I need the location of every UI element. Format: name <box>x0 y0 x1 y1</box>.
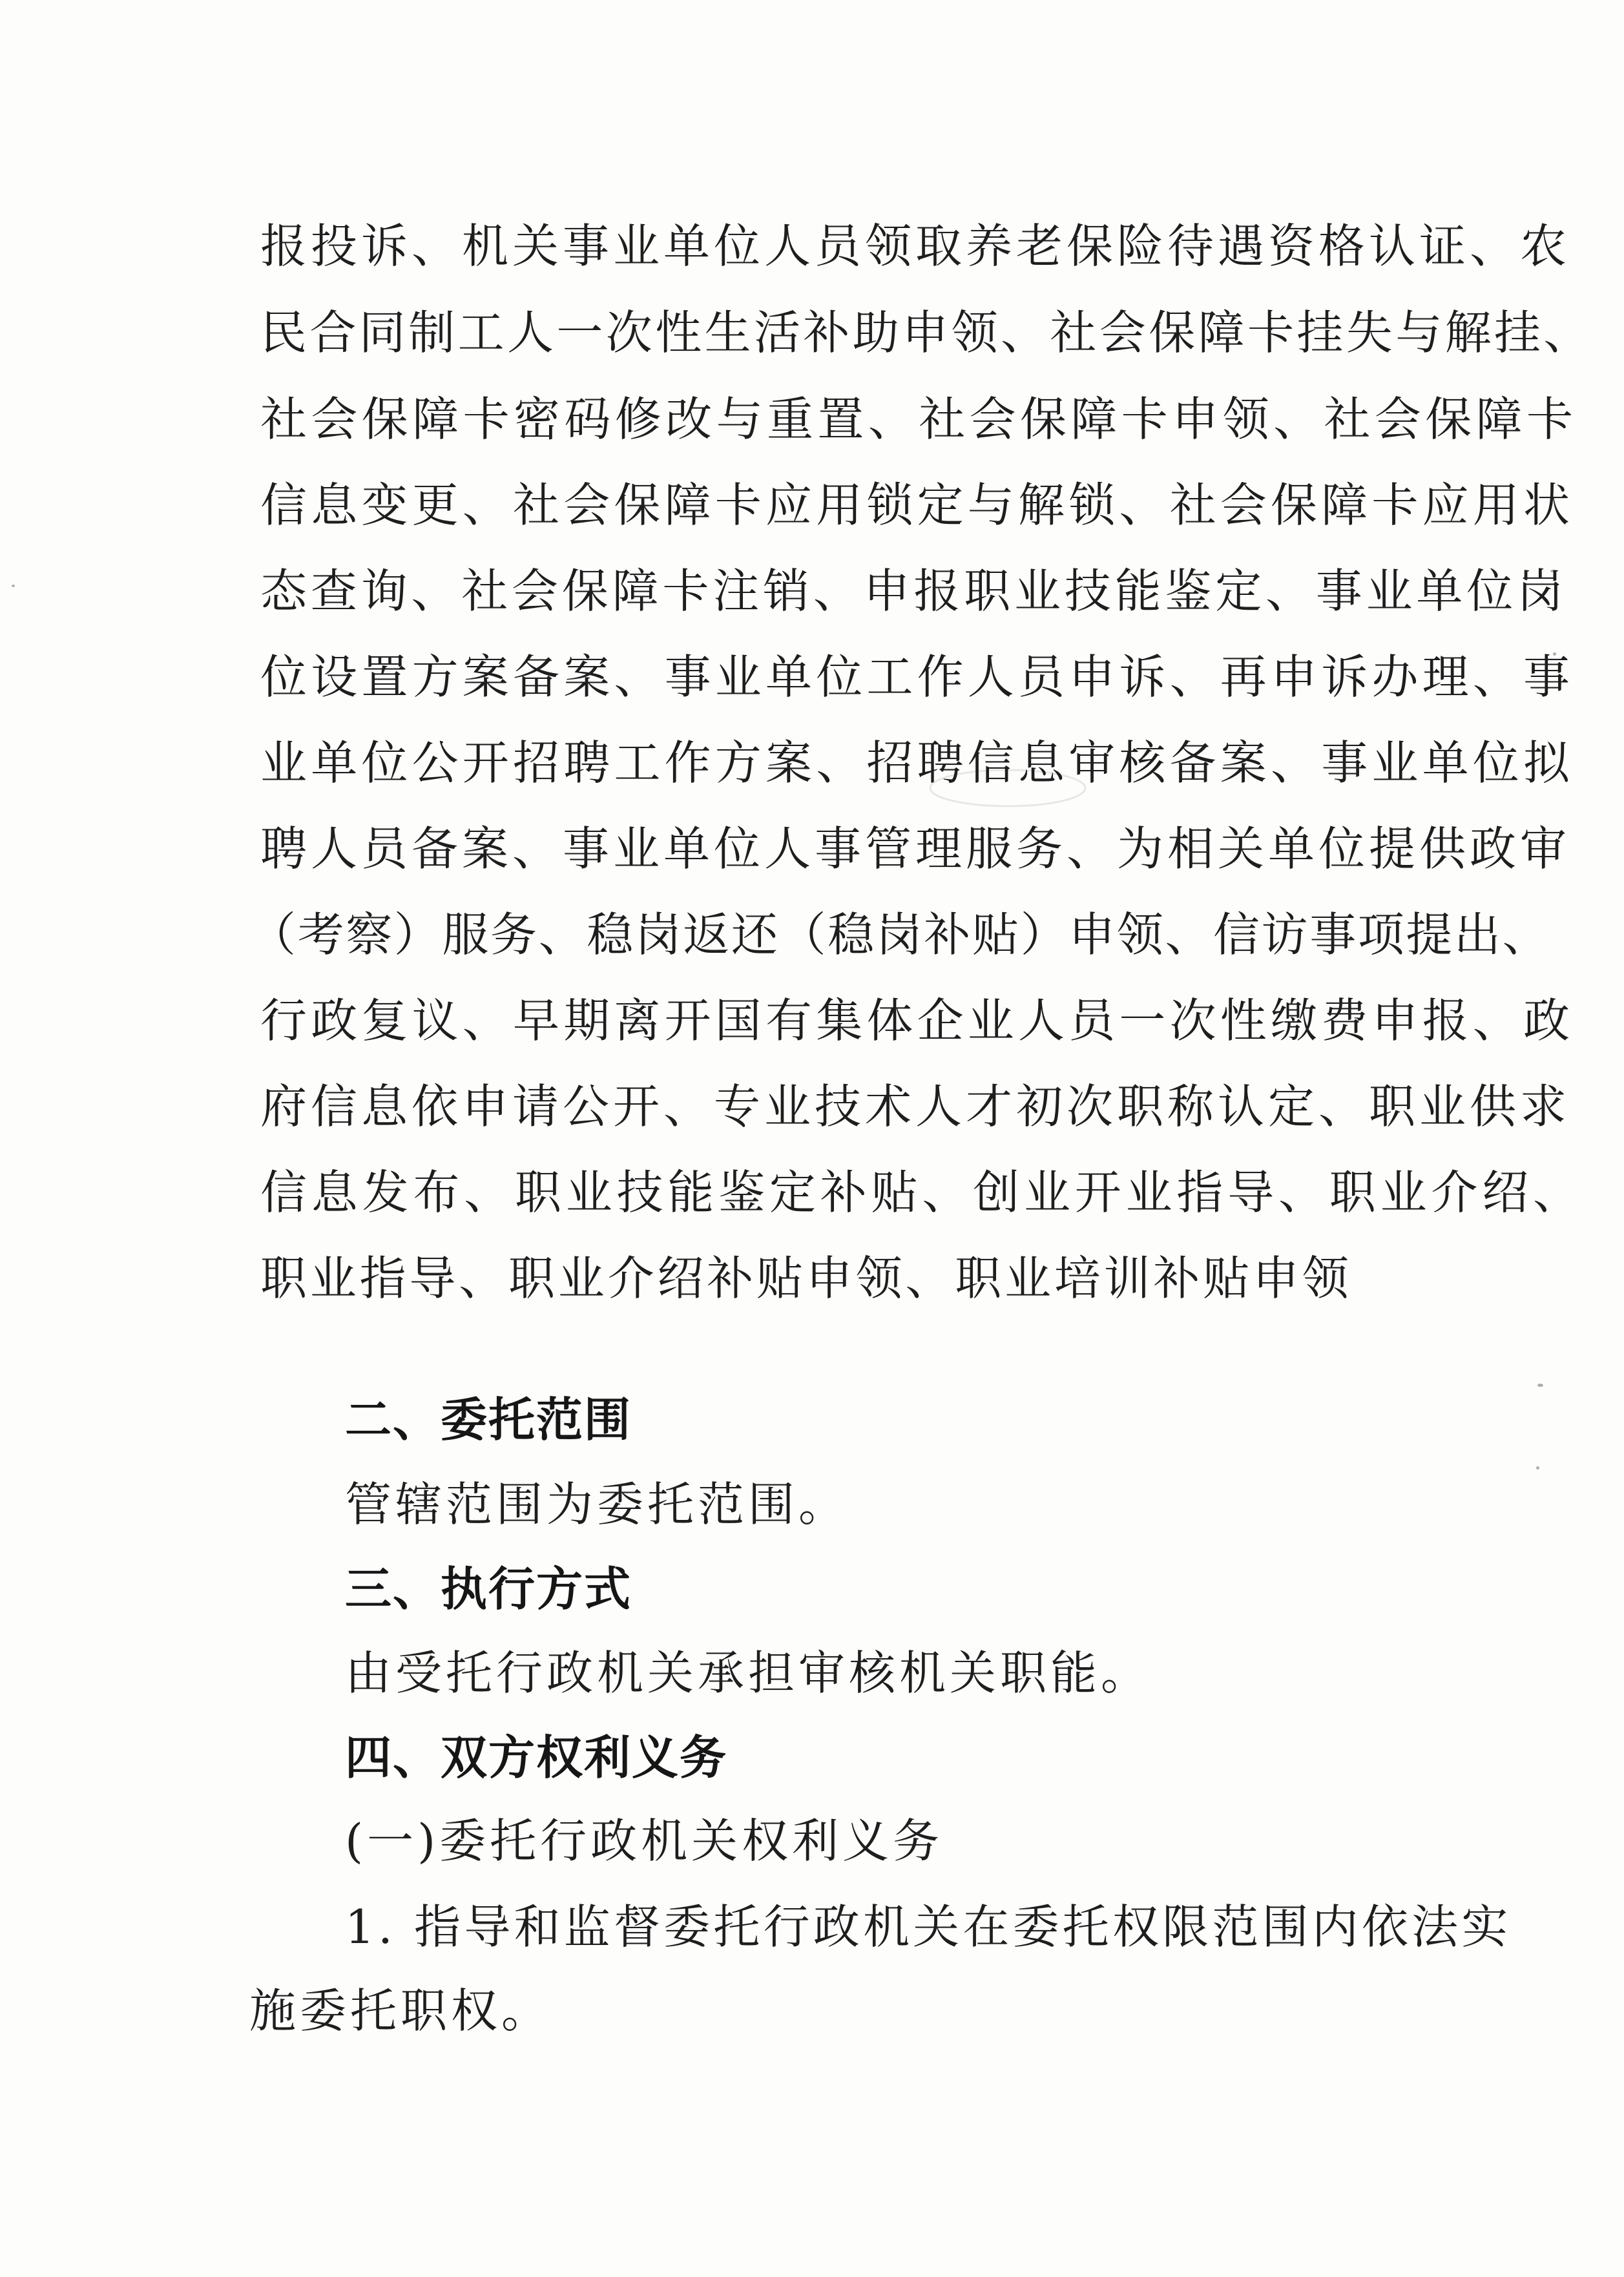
body-line: 民合同制工人一次性生活补助申领、社会保障卡挂失与解挂、 <box>260 306 1593 360</box>
subsection-heading: (一)委托行政机关权利义务 <box>345 1814 944 1868</box>
body-line: 信息变更、社会保障卡应用锁定与解锁、社会保障卡应用状 <box>260 478 1574 532</box>
body-line: （考察）服务、稳岗返还（稳岗补贴）申领、信访事项提出、 <box>249 908 1551 962</box>
body-line: 业单位公开招聘工作方案、招聘信息审核备案、事业单位拟 <box>260 736 1574 790</box>
body-line: 位设置方案备案、事业单位工作人员申诉、再申诉办理、事 <box>260 650 1574 704</box>
body-line: 态查询、社会保障卡注销、申报职业技能鉴定、事业单位岗 <box>260 564 1567 618</box>
section-text: 由受托行政机关承担审核机关职能。 <box>345 1646 1152 1700</box>
body-line: 社会保障卡密码修改与重置、社会保障卡申领、社会保障卡 <box>260 392 1577 446</box>
section-heading: 三、执行方式 <box>345 1562 632 1616</box>
body-line: 府信息依申请公开、专业技术人才初次职称认定、职业供求 <box>260 1079 1571 1134</box>
list-item: 1. 指导和监督委托行政机关在委托权限范围内依法实 <box>345 1900 1512 1954</box>
body-line: 职业指导、职业介绍补贴申领、职业培训补贴申领 <box>260 1251 1352 1305</box>
scan-speck <box>12 585 15 587</box>
section-text: 管辖范围为委托范围。 <box>345 1477 849 1532</box>
body-line: 信息发布、职业技能鉴定补贴、创业开业指导、职业介绍、 <box>260 1165 1584 1220</box>
section-heading: 二、委托范围 <box>345 1393 632 1447</box>
scan-speck <box>1536 1466 1539 1470</box>
body-line: 报投诉、机关事业单位人员领取养老保险待遇资格认证、农 <box>260 219 1571 273</box>
body-line: 行政复议、早期离开国有集体企业人员一次性缴费申报、政 <box>260 993 1574 1048</box>
body-line: 聘人员备案、事业单位人事管理服务、为相关单位提供政审 <box>260 822 1571 876</box>
list-item-continuation: 施委托职权。 <box>249 1984 552 2038</box>
section-heading: 四、双方权利义务 <box>345 1731 728 1785</box>
scan-speck <box>1537 1384 1543 1387</box>
